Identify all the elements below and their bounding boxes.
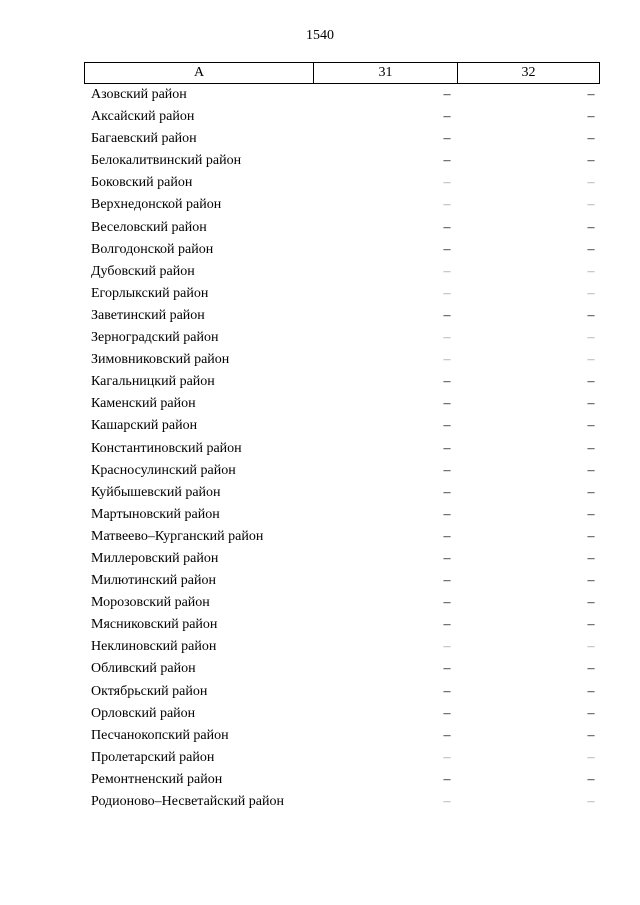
- value-col-31: –: [443, 87, 451, 102]
- value-col-32: –: [587, 440, 595, 456]
- value-col-32: –: [587, 617, 595, 633]
- table-header: [84, 62, 600, 84]
- district-name: Кагальницкий район: [91, 374, 215, 390]
- table-row: [0, 173, 640, 195]
- value-col-31: –: [443, 241, 451, 257]
- value-col-31: –: [443, 219, 451, 235]
- table-row: [0, 659, 640, 681]
- district-name: Багаевский район: [91, 131, 197, 147]
- value-col-31: –: [443, 661, 451, 677]
- district-name: Октябрьский район: [91, 683, 208, 699]
- table-row: [0, 85, 640, 107]
- table-row: [0, 151, 640, 173]
- table-row: [0, 218, 640, 240]
- district-name: Константиновский район: [91, 440, 242, 456]
- table-row: [0, 549, 640, 571]
- value-col-31: –: [443, 330, 451, 346]
- table-row: [0, 394, 640, 416]
- table-body: [0, 85, 640, 814]
- table-row: [0, 240, 640, 262]
- table-row: [0, 439, 640, 461]
- table-row: [0, 527, 640, 549]
- value-col-32: –: [587, 330, 595, 346]
- district-name: Матвеево–Курганский район: [91, 528, 264, 544]
- district-name: Неклиновский район: [91, 639, 217, 655]
- district-name: Милютинский район: [91, 573, 217, 589]
- value-col-32: –: [587, 307, 595, 323]
- value-col-32: –: [587, 683, 595, 699]
- value-col-32: –: [587, 639, 595, 655]
- value-col-32: –: [587, 550, 595, 566]
- table-row: [0, 483, 640, 505]
- value-col-31: –: [443, 639, 451, 655]
- value-col-31: –: [443, 617, 451, 633]
- table-row: [0, 306, 640, 328]
- district-name: Зимовниковский район: [91, 352, 230, 368]
- value-col-31: –: [443, 794, 451, 809]
- value-col-31: –: [443, 484, 451, 500]
- table-row: [0, 792, 640, 814]
- table-row: [0, 350, 640, 372]
- value-col-31: –: [443, 550, 451, 566]
- page-number: 1540: [306, 28, 334, 43]
- value-col-32: –: [587, 661, 595, 677]
- value-col-31: –: [443, 109, 451, 125]
- district-name: Аксайский район: [91, 109, 195, 125]
- district-name: Каменский район: [91, 396, 196, 412]
- value-col-31: –: [443, 396, 451, 412]
- value-col-32: –: [587, 727, 595, 743]
- value-col-32: –: [587, 595, 595, 611]
- district-name: Зерноградский район: [91, 330, 219, 346]
- value-col-31: –: [443, 285, 451, 301]
- value-col-31: –: [443, 528, 451, 544]
- value-col-32: –: [587, 396, 595, 412]
- table-row: [0, 505, 640, 527]
- value-col-32: –: [587, 263, 595, 279]
- district-name: Пролетарский район: [91, 749, 215, 765]
- table-row: [0, 284, 640, 306]
- table-row: [0, 416, 640, 438]
- value-col-32: –: [587, 285, 595, 301]
- table-row: [0, 328, 640, 350]
- table-row: [0, 129, 640, 151]
- value-col-31: –: [443, 131, 451, 147]
- value-col-32: –: [587, 153, 595, 169]
- header-col-a: А: [85, 63, 314, 83]
- district-name: Веселовский район: [91, 219, 207, 235]
- table-row: [0, 704, 640, 726]
- value-col-32: –: [587, 705, 595, 721]
- value-col-32: –: [587, 352, 595, 368]
- value-col-31: –: [443, 374, 451, 390]
- value-col-31: –: [443, 462, 451, 478]
- value-col-31: –: [443, 749, 451, 765]
- district-name: Волгодонской район: [91, 241, 214, 257]
- table-row: [0, 748, 640, 770]
- district-name: Дубовский район: [91, 263, 195, 279]
- district-name: Куйбышевский район: [91, 484, 221, 500]
- value-col-31: –: [443, 418, 451, 434]
- value-col-32: –: [587, 109, 595, 125]
- table-row: [0, 372, 640, 394]
- table-row: [0, 461, 640, 483]
- district-name: Егорлыкский район: [91, 285, 209, 301]
- value-col-32: –: [587, 197, 595, 213]
- value-col-32: –: [587, 484, 595, 500]
- value-col-32: –: [587, 528, 595, 544]
- value-col-31: –: [443, 352, 451, 368]
- table-row: [0, 571, 640, 593]
- table-row: [0, 682, 640, 704]
- value-col-32: –: [587, 749, 595, 765]
- district-name: Верхнедонской район: [91, 197, 222, 213]
- value-col-31: –: [443, 573, 451, 589]
- district-name: Азовский район: [91, 87, 187, 102]
- value-col-31: –: [443, 440, 451, 456]
- table-row: [0, 770, 640, 792]
- district-name: Родионово–Несветайский район: [91, 794, 284, 809]
- district-name: Песчанокопский район: [91, 727, 229, 743]
- district-name: Обливский район: [91, 661, 196, 677]
- value-col-31: –: [443, 727, 451, 743]
- header-col-32: 32: [521, 65, 536, 80]
- district-name: Мясниковский район: [91, 617, 218, 633]
- table-row: [0, 637, 640, 659]
- district-name: Морозовский район: [91, 595, 210, 611]
- value-col-31: –: [443, 705, 451, 721]
- value-col-31: –: [443, 175, 451, 191]
- value-col-31: –: [443, 506, 451, 522]
- value-col-32: –: [587, 506, 595, 522]
- district-name: Красносулинский район: [91, 462, 236, 478]
- value-col-31: –: [443, 771, 451, 787]
- table-row: [0, 195, 640, 217]
- value-col-32: –: [587, 219, 595, 235]
- value-col-31: –: [443, 683, 451, 699]
- value-col-32: –: [587, 418, 595, 434]
- table-row: [0, 107, 640, 129]
- district-name: Ремонтненский район: [91, 771, 223, 787]
- value-col-31: –: [443, 153, 451, 169]
- value-col-32: –: [587, 573, 595, 589]
- value-col-31: –: [443, 197, 451, 213]
- value-col-32: –: [587, 87, 595, 102]
- district-name: Кашарский район: [91, 418, 198, 434]
- value-col-32: –: [587, 241, 595, 257]
- district-name: Мартыновский район: [91, 506, 220, 522]
- value-col-32: –: [587, 794, 595, 809]
- value-col-32: –: [587, 131, 595, 147]
- value-col-31: –: [443, 263, 451, 279]
- district-name: Боковский район: [91, 175, 193, 191]
- value-col-32: –: [587, 771, 595, 787]
- district-name: Миллеровский район: [91, 550, 219, 566]
- value-col-31: –: [443, 307, 451, 323]
- table-row: [0, 262, 640, 284]
- value-col-32: –: [587, 374, 595, 390]
- district-name: Белокалитвинский район: [91, 153, 242, 169]
- value-col-32: –: [587, 462, 595, 478]
- table-row: [0, 726, 640, 748]
- district-name: Орловский район: [91, 705, 196, 721]
- table-row: [0, 593, 640, 615]
- value-col-31: –: [443, 595, 451, 611]
- value-col-32: –: [587, 175, 595, 191]
- district-name: Заветинский район: [91, 307, 205, 323]
- table-row: [0, 615, 640, 637]
- header-col-31: 31: [314, 63, 458, 83]
